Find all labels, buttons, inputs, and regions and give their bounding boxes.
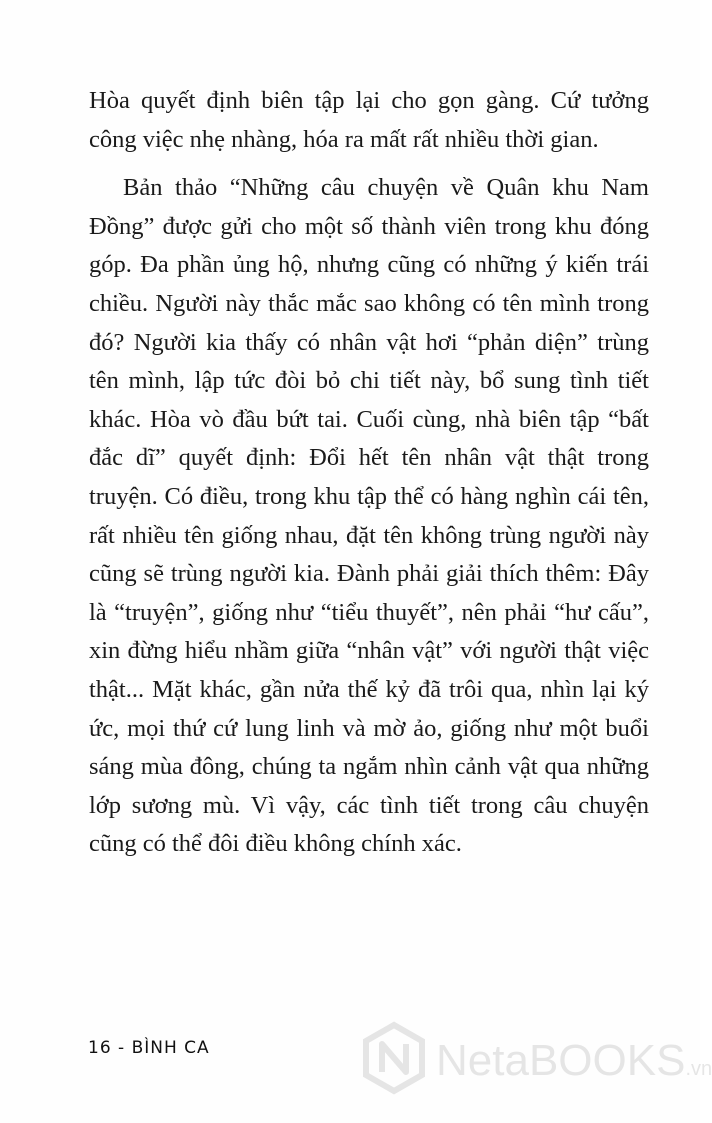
- watermark-text: [436, 1036, 712, 1086]
- paragraph-1: Hòa quyết định biên tập lại cho gọn gàng. Cứ tưởng công việc nhẹ nhàng, hóa ra mất rất nhiều thời gian.: [89, 87, 649, 153]
- watermark-suffix: .vn: [685, 1058, 712, 1080]
- body-text: [89, 82, 649, 864]
- paragraph-2: Bản thảo “Những câu chuyện về Quân khu Nam Đồng” được gửi cho một số thành viên trong khu đóng góp. Đa phần ủng hộ, nhưng cũng có những ý kiến trái chiều. Người này thắc mắc sao không có tên mình trong đó? Người kia thấy có nhân vật hơi “phản diện” trùng tên mình, lập tức đòi bỏ chi tiết này, bổ sung tình tiết khác. Hòa vò đầu bứt tai. Cuối cùng, nhà biên tập “bất đắc dĩ” quyết định: Đổi hết tên nhân vật thật trong truyện. Có điều, trong khu tập thể có hàng nghìn cái tên, rất nhiều tên giống nhau, đặt tên không trùng người này cũng sẽ trùng người kia. Đành phải giải thích thêm: Đây là “truyện”, giống như “tiểu thuyết”, nên phải “hư cấu”, xin đừng hiểu nhầm giữa “nhân vật” với người thật việc thật... Mặt khác, gần nửa thế kỷ đã trôi qua, nhìn lại ký ức, mọi thứ cứ lung linh và mờ ảo, giống như một buổi sáng mùa đông, chúng ta ngắm nhìn cảnh vật qua những lớp sương mù. Vì vậy, các tình tiết trong câu chuyện cũng có thể đôi điều không chính xác.: [89, 174, 649, 858]
- watermark-brand: NetaBOOKS: [436, 1036, 686, 1085]
- page-footer: 16 - BÌNH CA: [88, 1038, 210, 1058]
- watermark: [362, 1022, 712, 1102]
- netabooks-logo-icon: [362, 1022, 426, 1094]
